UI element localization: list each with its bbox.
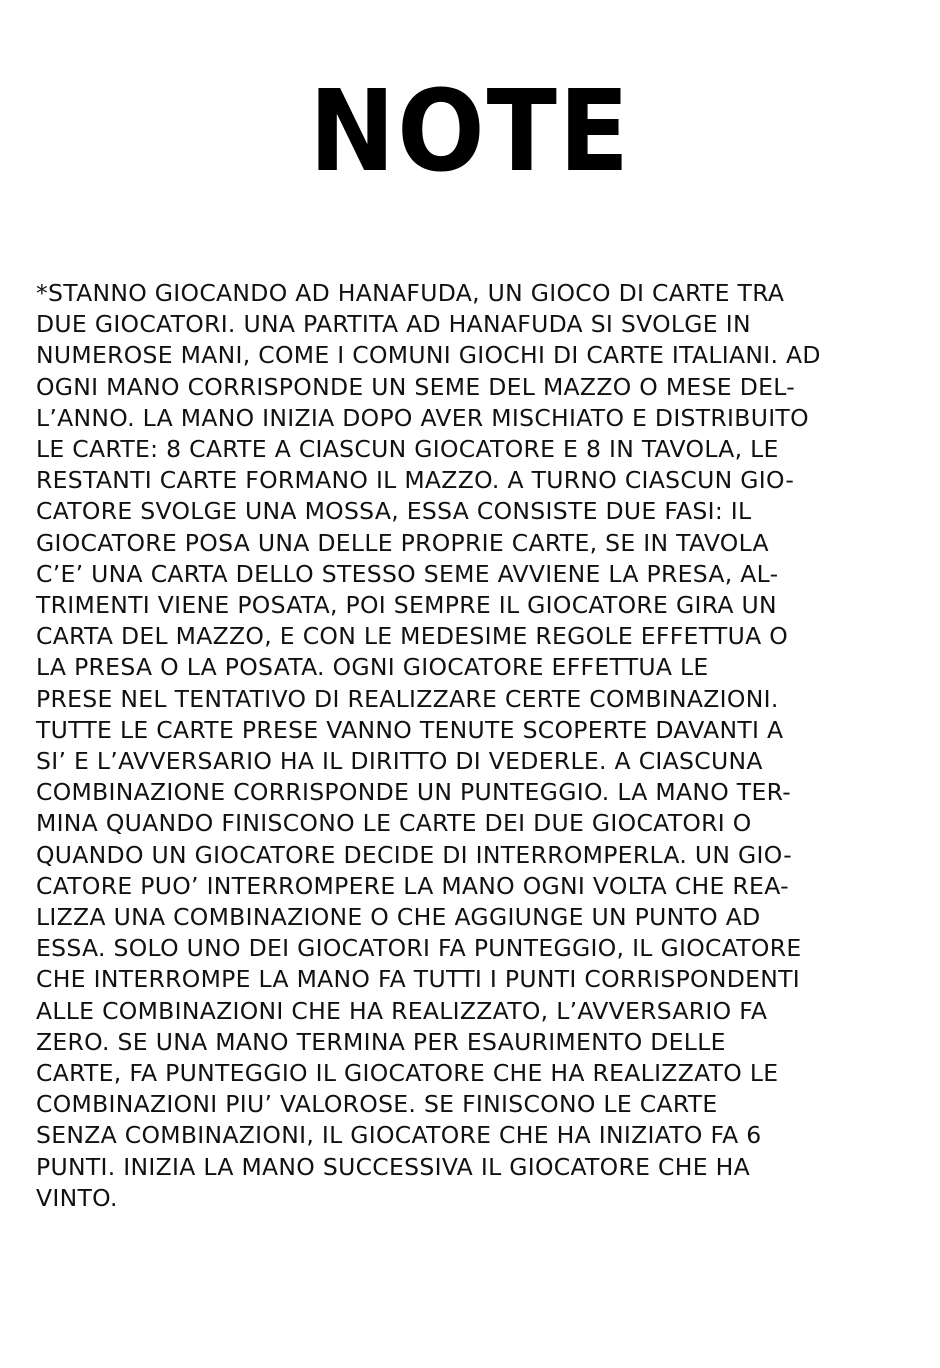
note-line: LIZZA UNA COMBINAZIONE O CHE AGGIUNGE UN PUNTO AD [36, 903, 761, 932]
note-line: GIOCATORE POSA UNA DELLE PROPRIE CARTE, SE IN TAVOLA [36, 528, 769, 557]
note-line: QUANDO UN GIOCATORE DECIDE DI INTERROMPERLA. UN GIO- [36, 840, 792, 869]
note-line: SENZA COMBINAZIONI, IL GIOCATORE CHE HA INIZIATO FA 6 [36, 1121, 762, 1150]
page-title: NOTE [309, 67, 631, 197]
note-line: PUNTI. INIZIA LA MANO SUCCESSIVA IL GIOCATORE CHE HA [36, 1152, 750, 1181]
note-line: L’ANNO. LA MANO INIZIA DOPO AVER MISCHIATO E DISTRIBUITO [36, 403, 809, 432]
note-line: ZERO. SE UNA MANO TERMINA PER ESAURIMENTO DELLE [36, 1027, 726, 1056]
note-line: VINTO. [36, 1183, 118, 1212]
note-line: COMBINAZIONI PIU’ VALOROSE. SE FINISCONO LE CARTE [36, 1090, 718, 1119]
note-line: ESSA. SOLO UNO DEI GIOCATORI FA PUNTEGGIO, IL GIOCATORE [36, 934, 802, 963]
note-line: CATORE PUO’ INTERROMPERE LA MANO OGNI VOLTA CHE REA- [36, 871, 789, 900]
note-line: CHE INTERROMPE LA MANO FA TUTTI I PUNTI CORRISPONDENTI [36, 965, 801, 994]
note-line: LE CARTE: 8 CARTE A CIASCUN GIOCATORE E 8 IN TAVOLA, LE [36, 435, 779, 464]
note-line: *STANNO GIOCANDO AD HANAFUDA, UN GIOCO DI CARTE TRA [36, 279, 785, 307]
note-line: COMBINAZIONE CORRISPONDE UN PUNTEGGIO. LA MANO TER- [36, 778, 792, 807]
note-line: OGNI MANO CORRISPONDE UN SEME DEL MAZZO O MESE DEL- [36, 372, 796, 401]
note-line: DUE GIOCATORI. UNA PARTITA AD HANAFUDA SI SVOLGE IN [36, 310, 751, 339]
note-line: CARTA DEL MAZZO, E CON LE MEDESIME REGOLE EFFETTUA O [36, 622, 789, 651]
note-line: CATORE SVOLGE UNA MOSSA, ESSA CONSISTE DUE FASI: IL [36, 497, 752, 526]
note-body [36, 278, 896, 1214]
note-line: LA PRESA O LA POSATA. OGNI GIOCATORE EFFETTUA LE [36, 653, 709, 682]
note-line: PRESE NEL TENTATIVO DI REALIZZARE CERTE COMBINAZIONI. [36, 684, 779, 713]
note-line: MINA QUANDO FINISCONO LE CARTE DEI DUE GIOCATORI O [36, 809, 752, 838]
note-line: CARTE, FA PUNTEGGIO IL GIOCATORE CHE HA REALIZZATO LE [36, 1059, 779, 1088]
note-line: TRIMENTI VIENE POSATA, POI SEMPRE IL GIOCATORE GIRA UN [36, 591, 777, 620]
note-line: RESTANTI CARTE FORMANO IL MAZZO. A TURNO CIASCUN GIO- [36, 466, 795, 495]
note-line: C’E’ UNA CARTA DELLO STESSO SEME AVVIENE LA PRESA, AL- [36, 559, 779, 588]
note-line: SI’ E L’AVVERSARIO HA IL DIRITTO DI VEDERLE. A CIASCUNA [36, 747, 763, 776]
note-line: NUMEROSE MANI, COME I COMUNI GIOCHI DI CARTE ITALIANI. AD [36, 341, 821, 370]
note-line: ALLE COMBINAZIONI CHE HA REALIZZATO, L’AVVERSARIO FA [36, 996, 768, 1025]
note-line: TUTTE LE CARTE PRESE VANNO TENUTE SCOPERTE DAVANTI A [36, 715, 784, 744]
